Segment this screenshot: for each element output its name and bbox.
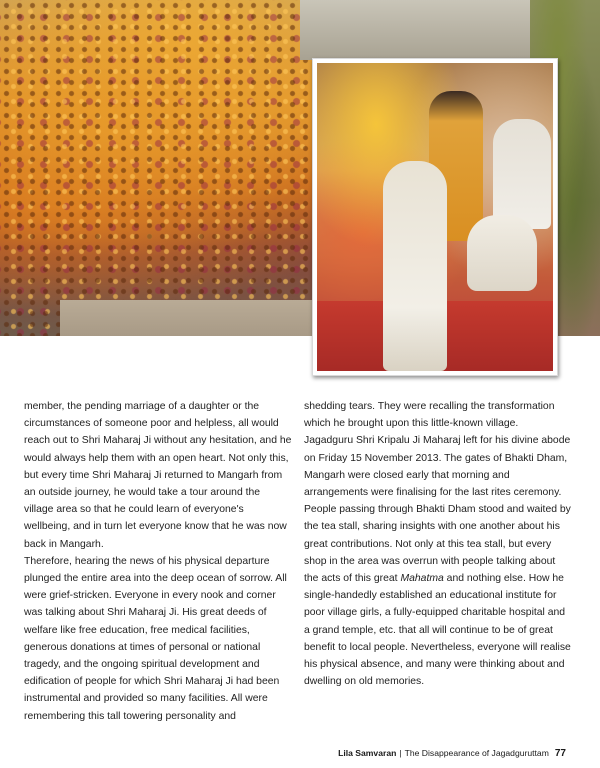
footer-separator: | bbox=[399, 748, 402, 758]
paragraph bbox=[304, 432, 572, 690]
paragraph: Therefore, hearing the news of his physical departure plunged the entire area into the deep ocean of sorrow. All were grief-stricken. Everyone in every nook and corner was talking about Shri Maharaj Ji. His great deeds of welfare like free education, free medical facilities, generous donations at times of personal or national tragedy, and the ongoing spiritual development and edification of people for which Shri Maharaj Ji had been instrumental and provided so many facilities. All were remembering this tall towering personality and bbox=[24, 555, 287, 722]
page-number: 77 bbox=[554, 748, 566, 759]
paragraph-text: and nothing else. How he single-handedly established an educational institute for poor village girls, a fully-equipped charitable hospital and a grand temple, etc. that all will continue to be of great benefit to local people. Nevertheless, everyone will realise his physical absence, and many were thinking about and dwelling on old memories. bbox=[304, 573, 571, 688]
figure-white-robe bbox=[493, 119, 551, 229]
paragraph: shedding tears. They were recalling the transformation which he brought upon this little-known village. bbox=[304, 401, 555, 430]
background-street bbox=[300, 0, 540, 60]
magazine-title: Lila Samvaran bbox=[338, 748, 397, 758]
inset-photo-frame bbox=[312, 58, 558, 376]
figure-bowing bbox=[467, 215, 537, 291]
figure-foreground-white bbox=[383, 161, 447, 371]
page-footer bbox=[338, 748, 566, 759]
paragraph-text: Jagadguru Shri Kripalu Ji Maharaj left for his divine abode on Friday 15 November 2013. The gates of Bhakti Dham, Mangarh were closed early that morning and arrangements were finalising for the last rites ceremony. People passing through Bhakti Dham stood and waited by the tea stall, sharing insights with one another about his great contributions. Not only at this tea stall, but every shop in the area was overrun with people talking about the acts of this great bbox=[304, 435, 571, 585]
section-title: The Disappearance of Jagadguruttam bbox=[404, 748, 549, 758]
italic-term: Mahatma bbox=[400, 573, 444, 585]
article-column-right bbox=[304, 398, 572, 690]
paragraph: member, the pending marriage of a daughter or the circumstances of someone poor and helpless, all would reach out to Shri Maharaj Ji without any hesitation, and he would always help them with an open heart. Not only this, but every time Shri Maharaj Ji returned to Mangarh from an outside journey, he would take a tour around the village area so that he could learn of everyone's wellbeing, and in turn let everyone know that he was now back in Mangarh. bbox=[24, 401, 292, 550]
article-column-left bbox=[24, 398, 292, 725]
crowd-texture bbox=[0, 0, 320, 336]
ceremony-photo bbox=[317, 63, 553, 371]
road bbox=[60, 300, 320, 336]
